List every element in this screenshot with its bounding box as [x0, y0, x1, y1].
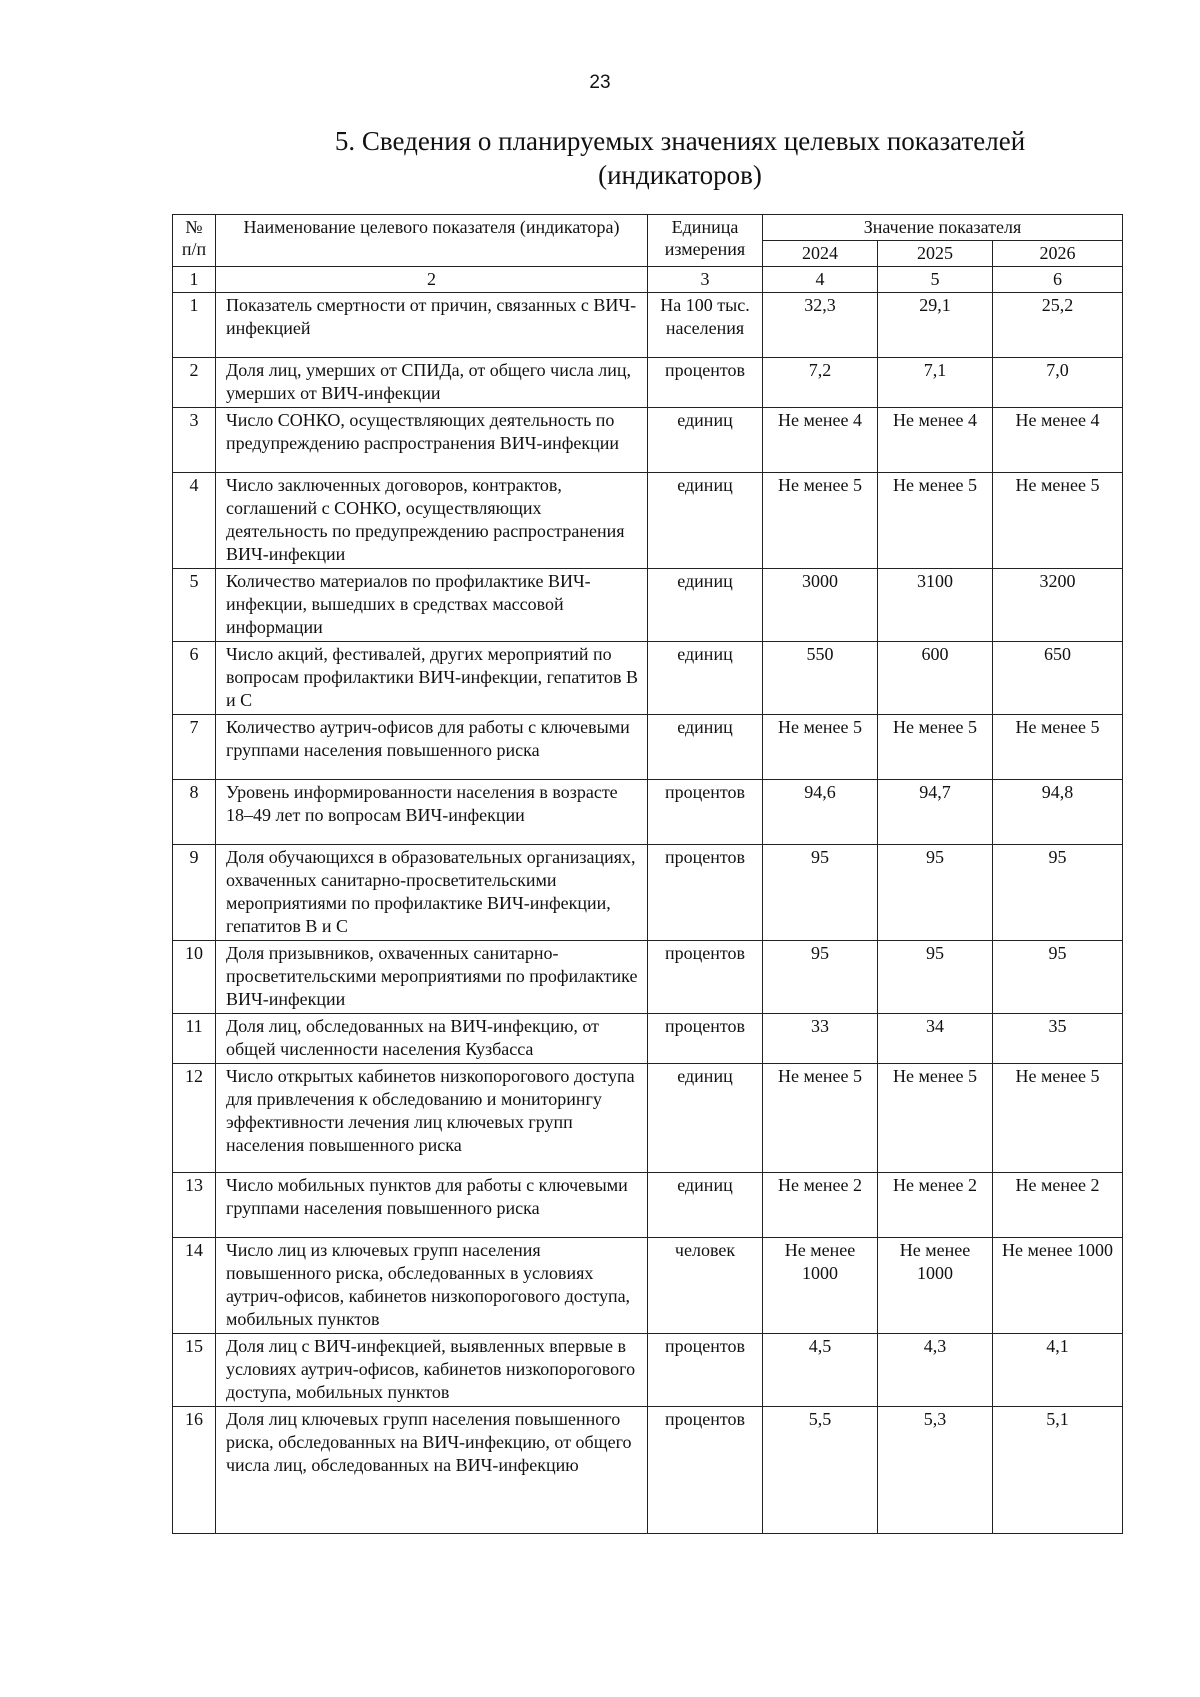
value-2026: Не менее 2 [993, 1173, 1123, 1238]
column-number: 5 [878, 267, 993, 293]
row-number: 5 [173, 569, 216, 642]
indicator-name: Число лиц из ключевых групп населения повышенного риска, обследованных в условиях аутрич-офисов, кабинетов низкопорогового доступа, мобильных пунктов [216, 1238, 648, 1334]
row-number: 12 [173, 1064, 216, 1173]
row-number: 8 [173, 780, 216, 845]
value-2024: 95 [763, 941, 878, 1014]
unit-of-measure: процентов [648, 780, 763, 845]
value-2026: 5,1 [993, 1407, 1123, 1534]
indicator-name: Доля лиц ключевых групп населения повышенного риска, обследованных на ВИЧ-инфекцию, от общего числа лиц, обследованных на ВИЧ-инфекцию [216, 1407, 648, 1534]
row-number: 6 [173, 642, 216, 715]
value-2024: Не менее 2 [763, 1173, 878, 1238]
value-2024: 550 [763, 642, 878, 715]
row-number: 15 [173, 1334, 216, 1407]
value-2024: Не менее 5 [763, 1064, 878, 1173]
indicator-name: Доля обучающихся в образовательных организациях, охваченных санитарно-просветительскими мероприятиями по профилактике ВИЧ-инфекции, гепатитов В и С [216, 845, 648, 941]
unit-of-measure: единиц [648, 473, 763, 569]
unit-of-measure: процентов [648, 1014, 763, 1064]
unit-of-measure: единиц [648, 642, 763, 715]
column-number: 4 [763, 267, 878, 293]
header-year-2024: 2024 [763, 241, 878, 267]
indicator-name: Число заключенных договоров, контрактов, соглашений с СОНКО, осуществляющих деятельность по предупреждению распространения ВИЧ-инфекции [216, 473, 648, 569]
value-2025: 95 [878, 845, 993, 941]
indicator-name: Уровень информированности населения в возрасте 18–49 лет по вопросам ВИЧ-инфекции [216, 780, 648, 845]
value-2024: 33 [763, 1014, 878, 1064]
row-number: 1 [173, 293, 216, 358]
table-row [173, 642, 1123, 715]
value-2025: Не менее 5 [878, 473, 993, 569]
value-2024: Не менее 5 [763, 715, 878, 780]
value-2026: 95 [993, 845, 1123, 941]
value-2025: Не менее 4 [878, 408, 993, 473]
table-row [173, 715, 1123, 780]
table-row [173, 1407, 1123, 1534]
value-2026: 4,1 [993, 1334, 1123, 1407]
unit-of-measure: единиц [648, 715, 763, 780]
row-number: 16 [173, 1407, 216, 1534]
header-year-2025: 2025 [878, 241, 993, 267]
row-number: 9 [173, 845, 216, 941]
header-value-group: Значение показателя [763, 215, 1123, 241]
value-2025: 600 [878, 642, 993, 715]
column-number: 3 [648, 267, 763, 293]
value-2025: 95 [878, 941, 993, 1014]
unit-of-measure: процентов [648, 1334, 763, 1407]
row-number: 13 [173, 1173, 216, 1238]
page-number: 23 [589, 72, 611, 93]
header-num: № п/п [173, 215, 216, 267]
value-2025: 4,3 [878, 1334, 993, 1407]
column-number: 2 [216, 267, 648, 293]
row-number: 4 [173, 473, 216, 569]
indicator-name: Число СОНКО, осуществляющих деятельность по предупреждению распространения ВИЧ-инфекции [216, 408, 648, 473]
column-numbers-row [173, 267, 1123, 293]
value-2025: 7,1 [878, 358, 993, 408]
value-2024: Не менее 4 [763, 408, 878, 473]
indicator-name: Число мобильных пунктов для работы с ключевыми группами населения повышенного риска [216, 1173, 648, 1238]
value-2026: 35 [993, 1014, 1123, 1064]
table-body [173, 293, 1123, 1534]
value-2024: 4,5 [763, 1334, 878, 1407]
indicator-name: Доля призывников, охваченных санитарно-просветительскими мероприятиями по профилактике ВИЧ-инфекции [216, 941, 648, 1014]
value-2026: Не менее 5 [993, 715, 1123, 780]
value-2025: Не менее 2 [878, 1173, 993, 1238]
table-row [173, 1334, 1123, 1407]
unit-of-measure: процентов [648, 358, 763, 408]
value-2026: 94,8 [993, 780, 1123, 845]
indicator-name: Количество материалов по профилактике ВИЧ-инфекции, вышедших в средствах массовой информации [216, 569, 648, 642]
table-row [173, 358, 1123, 408]
value-2026: 25,2 [993, 293, 1123, 358]
value-2025: Не менее 1000 [878, 1238, 993, 1334]
row-number: 3 [173, 408, 216, 473]
unit-of-measure: процентов [648, 941, 763, 1014]
value-2025: Не менее 5 [878, 715, 993, 780]
value-2024: 32,3 [763, 293, 878, 358]
indicator-name: Число акций, фестивалей, других мероприятий по вопросам профилактики ВИЧ-инфекции, гепатитов В и С [216, 642, 648, 715]
value-2024: 3000 [763, 569, 878, 642]
unit-of-measure: единиц [648, 1064, 763, 1173]
section-title-line-1: 5. Сведения о планируемых значениях целевых показателей [334, 126, 1026, 156]
value-2024: 5,5 [763, 1407, 878, 1534]
value-2026: Не менее 5 [993, 1064, 1123, 1173]
value-2025: Не менее 5 [878, 1064, 993, 1173]
section-title [300, 124, 1060, 192]
unit-of-measure: единиц [648, 408, 763, 473]
header-unit: Единица измерения [648, 215, 763, 267]
value-2024: Не менее 1000 [763, 1238, 878, 1334]
header-indicator-name: Наименование целевого показателя (индикатора) [216, 215, 648, 267]
indicators-table [172, 214, 1123, 1534]
value-2024: Не менее 5 [763, 473, 878, 569]
row-number: 7 [173, 715, 216, 780]
value-2026: 7,0 [993, 358, 1123, 408]
value-2025: 94,7 [878, 780, 993, 845]
unit-of-measure: На 100 тыс. населения [648, 293, 763, 358]
unit-of-measure: единиц [648, 1173, 763, 1238]
indicator-name: Доля лиц, обследованных на ВИЧ-инфекцию, от общей численности населения Кузбасса [216, 1014, 648, 1064]
table-row [173, 473, 1123, 569]
value-2025: 3100 [878, 569, 993, 642]
table-row [173, 569, 1123, 642]
table-row [173, 1238, 1123, 1334]
unit-of-measure: единиц [648, 569, 763, 642]
value-2026: Не менее 4 [993, 408, 1123, 473]
unit-of-measure: человек [648, 1238, 763, 1334]
header-year-2026: 2026 [993, 241, 1123, 267]
indicator-name: Количество аутрич-офисов для работы с ключевыми группами населения повышенного риска [216, 715, 648, 780]
row-number: 14 [173, 1238, 216, 1334]
section-title-line-2: (индикаторов) [598, 160, 762, 190]
unit-of-measure: процентов [648, 1407, 763, 1534]
value-2025: 5,3 [878, 1407, 993, 1534]
value-2025: 34 [878, 1014, 993, 1064]
value-2026: Не менее 1000 [993, 1238, 1123, 1334]
value-2026: 650 [993, 642, 1123, 715]
value-2024: 95 [763, 845, 878, 941]
value-2024: 7,2 [763, 358, 878, 408]
value-2025: 29,1 [878, 293, 993, 358]
indicator-name: Доля лиц, умерших от СПИДа, от общего числа лиц, умерших от ВИЧ-инфекции [216, 358, 648, 408]
value-2026: 3200 [993, 569, 1123, 642]
row-number: 2 [173, 358, 216, 408]
table-row [173, 1014, 1123, 1064]
table-row [173, 1064, 1123, 1173]
table-row [173, 408, 1123, 473]
table-row [173, 941, 1123, 1014]
value-2026: Не менее 5 [993, 473, 1123, 569]
indicator-name: Число открытых кабинетов низкопорогового доступа для привлечения к обследованию и мониторингу эффективности лечения лиц ключевых групп населения повышенного риска [216, 1064, 648, 1173]
table-row [173, 845, 1123, 941]
indicator-name: Доля лиц с ВИЧ-инфекцией, выявленных впервые в условиях аутрич-офисов, кабинетов низкопорогового доступа, мобильных пунктов [216, 1334, 648, 1407]
table-row [173, 293, 1123, 358]
indicator-name: Показатель смертности от причин, связанных с ВИЧ-инфекцией [216, 293, 648, 358]
table-row [173, 1173, 1123, 1238]
column-number: 6 [993, 267, 1123, 293]
row-number: 10 [173, 941, 216, 1014]
column-number: 1 [173, 267, 216, 293]
value-2026: 95 [993, 941, 1123, 1014]
table-row [173, 780, 1123, 845]
unit-of-measure: процентов [648, 845, 763, 941]
row-number: 11 [173, 1014, 216, 1064]
value-2024: 94,6 [763, 780, 878, 845]
